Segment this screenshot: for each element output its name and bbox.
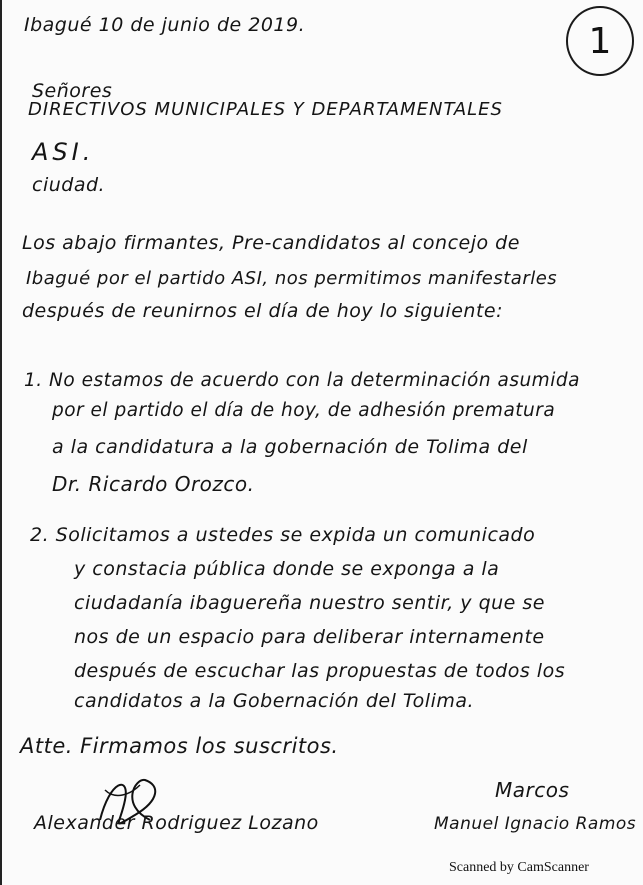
point2-line: y constacia pública donde se exponga a la <box>74 558 500 580</box>
point2-line: candidatos a la Gobernación del Tolima. <box>74 690 475 712</box>
addressee-party: ASI. <box>32 138 95 166</box>
intro-line: después de reunirnos el día de hoy lo siguiente: <box>22 300 503 322</box>
page-number-circle <box>566 6 634 76</box>
point2-line: después de escuchar las propuestas de todos los <box>74 660 566 682</box>
intro-line: Ibagué por el partido ASI, nos permitimos manifestarles <box>26 268 558 289</box>
addressee-city: ciudad. <box>32 174 106 196</box>
right-signature-name: Manuel Ignacio Ramos <box>434 814 637 834</box>
date-line: Ibagué 10 de junio de 2019. <box>24 14 306 36</box>
left-signature-name: Alexander Rodriguez Lozano <box>34 812 319 834</box>
point2-line: ciudadanía ibaguereña nuestro sentir, y que se <box>74 592 545 614</box>
scanner-footer: Scanned by CamScanner <box>449 860 589 875</box>
page-number: 1 <box>588 20 612 62</box>
addressee-org: DIRECTIVOS MUNICIPALES Y DEPARTAMENTALES <box>28 99 503 120</box>
point1-line: a la candidatura a la gobernación de Tolima del <box>52 436 528 458</box>
closing-line: Atte. Firmamos los suscritos. <box>20 734 339 758</box>
salutation: Señores <box>32 80 113 102</box>
right-signature-mark: Marcos <box>495 778 570 802</box>
point2-line: nos de un espacio para deliberar internamente <box>74 626 545 648</box>
intro-line: Los abajo firmantes, Pre-candidatos al concejo de <box>22 232 520 254</box>
point1-line: por el partido el día de hoy, de adhesión prematura <box>52 400 556 421</box>
point2-line: 2. Solicitamos a ustedes se expida un comunicado <box>30 524 536 546</box>
point1-line: Dr. Ricardo Orozco. <box>52 472 255 496</box>
point1-line: 1. No estamos de acuerdo con la determinación asumida <box>24 370 580 391</box>
